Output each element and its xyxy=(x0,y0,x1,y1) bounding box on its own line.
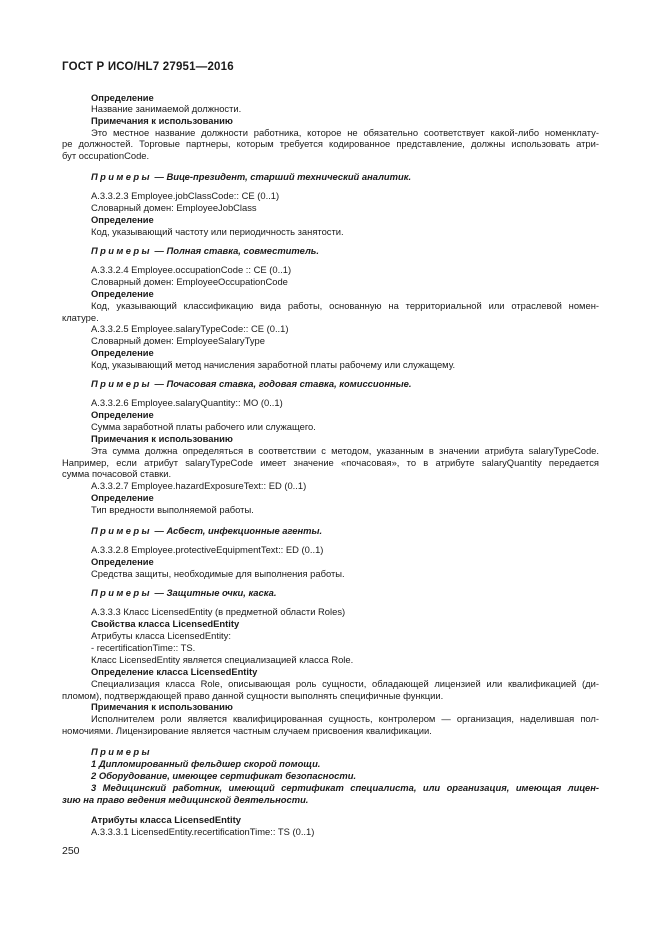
text-line: - recertificationTime:: TS. xyxy=(91,642,196,653)
example-label: Примеры xyxy=(91,378,152,389)
text-line: A.3.3.2.6 Employee.salaryQuantity:: MO (0..1) xyxy=(91,397,283,408)
example-label: Примеры xyxy=(91,171,152,182)
example-line xyxy=(91,587,276,598)
text-line: Сумма заработной платы рабочего или служащего. xyxy=(91,421,316,432)
text-line: клатуре. xyxy=(62,312,99,323)
text-line: Словарный домен: EmployeeSalaryType xyxy=(91,335,265,346)
example-label: Примеры xyxy=(91,525,152,536)
text-line: A.3.3.2.4 Employee.occupationCode :: CE (0..1) xyxy=(91,264,292,275)
text-line: Код, указывающий классификацию вида работы, основанную на территориальной или отраслевой номен- xyxy=(91,300,599,311)
page-number: 250 xyxy=(62,845,80,857)
text-line: Специализация класса Role, описывающая роль сущности, обладающей лицензией или квалификацией (ди- xyxy=(91,678,599,689)
example-line xyxy=(91,378,411,389)
example-text: — Вице-президент, старший технический аналитик. xyxy=(151,171,412,182)
example-item: зию на право ведения медицинской деятельности. xyxy=(62,794,309,805)
text-line: номочиями. Лицензирование является частным случаем присвоения квалификации. xyxy=(62,725,432,736)
text-line: Это местное название должности работника, которое не обязательно соответствует какой-либо номенклату- xyxy=(91,127,599,138)
text-line: Атрибуты класса LicensedEntity: xyxy=(91,630,231,641)
section-heading: Свойства класса LicensedEntity xyxy=(91,618,240,629)
section-heading: Определение xyxy=(91,214,154,225)
example-line xyxy=(91,245,319,256)
document-header: ГОСТ Р ИСО/HL7 27951—2016 xyxy=(62,61,234,73)
example-item: 3 Медицинский работник, имеющий сертификат специалиста, или организация, имеющая лицен- xyxy=(91,782,599,793)
example-text: — Защитные очки, каска. xyxy=(151,587,277,598)
section-heading: Определение класса LicensedEntity xyxy=(91,666,258,677)
section-heading: Примечания к использованию xyxy=(91,433,233,444)
section-heading: Примечания к использованию xyxy=(91,701,233,712)
text-line: Средства защиты, необходимые для выполнения работы. xyxy=(91,568,345,579)
text-line: A.3.3.3.1 LicensedEntity.recertificationTime:: TS (0..1) xyxy=(91,826,315,837)
text-line: A.3.3.3 Класс LicensedEntity (в предметной области Roles) xyxy=(91,606,346,617)
text-line: Исполнителем роли является квалифицированная сущность, контролером — организация, наделившая пол- xyxy=(91,713,599,724)
text-line: A.3.3.2.3 Employee.jobClassCode:: CE (0..1) xyxy=(91,190,280,201)
text-line: пломом), подтверждающей право данной сущности выполнять специфичные функции. xyxy=(62,690,444,701)
text-line: Тип вредности выполняемой работы. xyxy=(91,504,254,515)
example-item: 2 Оборудование, имеющее сертификат безопасности. xyxy=(91,770,357,781)
text-line: Класс LicensedEntity является специализацией класса Role. xyxy=(91,654,354,665)
text-line: бут occupationCode. xyxy=(62,150,150,161)
text-line: Например, если атрибут salaryTypeCode имеет значение «почасовая», то в атрибуте salaryQuantity передается xyxy=(62,457,599,468)
text-line: Название занимаемой должности. xyxy=(91,103,242,114)
text-line: Код, указывающий метод начисления заработной платы рабочему или служащему. xyxy=(91,359,456,370)
text-line: Код, указывающий частоту или периодичность занятости. xyxy=(91,226,344,237)
example-text: — Полная ставка, совместитель. xyxy=(151,245,319,256)
section-heading: Определение xyxy=(91,92,154,103)
text-line: Словарный домен: EmployeeOccupationCode xyxy=(91,276,288,287)
section-heading: Определение xyxy=(91,347,154,358)
section-heading: Определение xyxy=(91,492,154,503)
text-line: Эта сумма должна определяться в соответствии с методом, указанным в значении атрибута salaryTypeCode. xyxy=(91,445,599,456)
section-heading: Определение xyxy=(91,409,154,420)
examples-heading: Примеры xyxy=(91,746,152,757)
section-heading: Определение xyxy=(91,288,154,299)
text-line: A.3.3.2.5 Employee.salaryTypeCode:: CE (0..1) xyxy=(91,323,289,334)
text-line: Словарный домен: EmployeeJobClass xyxy=(91,202,257,213)
text-line: ре должностей. Торговые партнеры, которым требуется кодированное представление, должны использовать атри- xyxy=(62,138,599,149)
section-heading: Примечания к использованию xyxy=(91,115,233,126)
text-line: A.3.3.2.8 Employee.protectiveEquipmentText:: ED (0..1) xyxy=(91,544,324,555)
example-item: 1 Дипломированный фельдшер скорой помощи. xyxy=(91,758,321,769)
example-text: — Почасовая ставка, годовая ставка, комиссионные. xyxy=(151,378,412,389)
example-label: Примеры xyxy=(91,245,152,256)
section-heading: Определение xyxy=(91,556,154,567)
text-line: сумма почасовой ставки. xyxy=(62,468,172,479)
example-line xyxy=(91,525,322,536)
example-text: — Асбест, инфекционные агенты. xyxy=(151,525,323,536)
section-heading: Атрибуты класса LicensedEntity xyxy=(91,814,241,825)
text-line: A.3.3.2.7 Employee.hazardExposureText:: ED (0..1) xyxy=(91,480,307,491)
example-line xyxy=(91,171,411,182)
example-label: Примеры xyxy=(91,587,152,598)
